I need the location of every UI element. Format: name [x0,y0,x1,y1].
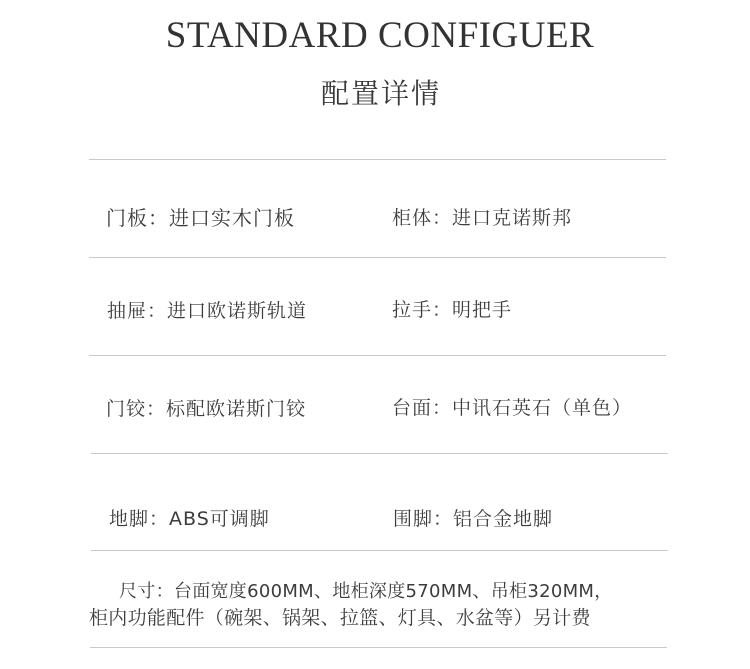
spec-value: 明把手 [452,299,513,321]
spec-handle [392,295,512,322]
spec-label: 地脚： [109,508,170,530]
spec-cabinet-body [392,203,572,230]
spec-label: 围脚： [393,508,454,530]
spec-hinge [106,394,306,421]
size-note: 尺寸：台面宽度600MM、地柜深度570MM、吊柜320MM， [119,581,613,602]
spec-value: 铝合金地脚 [453,508,554,530]
divider-top [89,159,666,160]
page-title-cn: 配置详情 [320,77,441,110]
divider-bottom [90,647,667,648]
spec-value: 中讯石英石（单色） [452,397,633,419]
spec-value: ABS可调脚 [169,508,270,530]
spec-kickboard [393,504,553,531]
spec-door-panel [106,202,295,231]
spec-value: 进口克诺斯邦 [452,207,573,229]
spec-label: 柜体： [392,207,453,229]
divider-row-2 [89,355,666,356]
spec-value: 进口欧诺斯轨道 [167,300,308,322]
accessories-note: 柜内功能配件（碗架、锅架、拉篮、灯具、水盆等）另计费 [89,607,591,629]
spec-label: 抽屉： [107,300,168,322]
spec-value: 进口实木门板 [169,206,295,230]
spec-countertop [392,393,632,420]
spec-label: 拉手： [392,299,453,321]
spec-drawer [107,296,307,323]
divider-row-3 [91,453,668,454]
spec-label: 台面： [392,397,453,419]
spec-leveling-feet [109,504,270,531]
divider-row-1 [89,257,666,258]
divider-row-4 [91,550,668,551]
spec-label: 门板： [106,206,169,230]
spec-value: 标配欧诺斯门铰 [166,398,307,420]
spec-label: 门铰： [106,398,167,420]
page-title-en: STANDARD CONFIGUER [165,15,595,56]
